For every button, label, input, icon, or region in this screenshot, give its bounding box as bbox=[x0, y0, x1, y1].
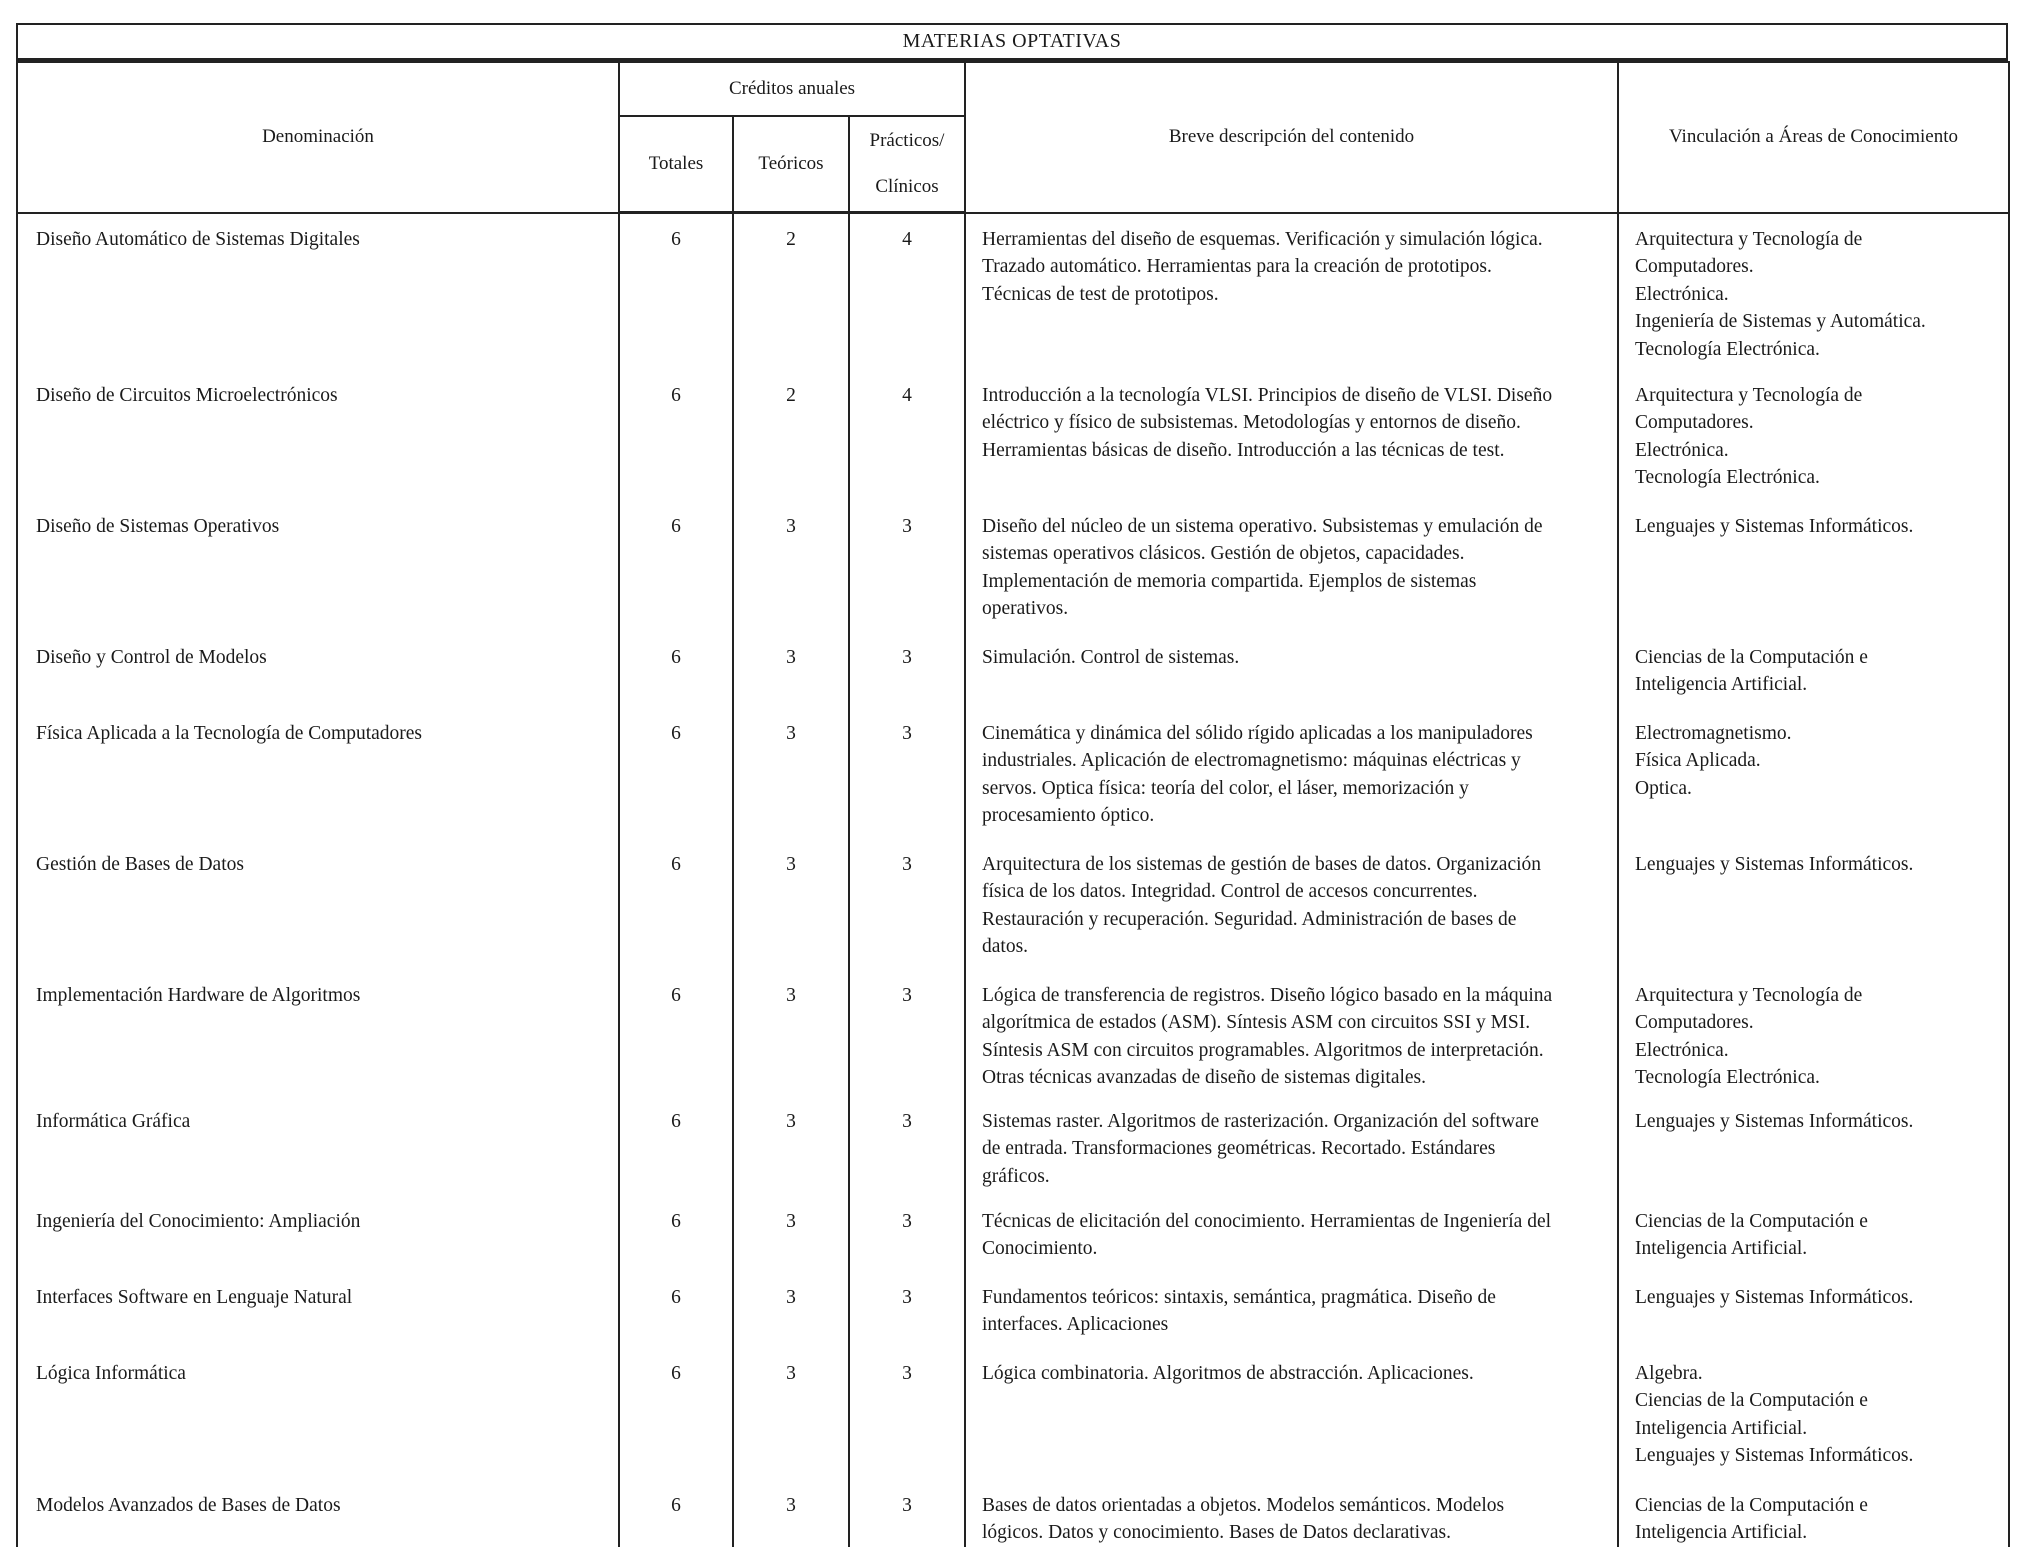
header-teoricos: Teóricos bbox=[733, 116, 849, 213]
table-row bbox=[17, 501, 2009, 632]
header-totales: Totales bbox=[619, 116, 733, 213]
knowledge-areas bbox=[1618, 1348, 2009, 1480]
table-row bbox=[17, 1348, 2009, 1480]
credits-teoricos: 3 bbox=[733, 708, 849, 839]
description-line: Cinemática y dinámica del sólido rígido aplicadas a los manipuladores bbox=[982, 722, 1533, 744]
knowledge-areas bbox=[1618, 370, 2009, 501]
description-line: lógicos. Datos y conocimiento. Bases de Datos declarativas. bbox=[982, 1522, 1451, 1543]
knowledge-area-line: Lenguajes y Sistemas Informáticos. bbox=[1635, 515, 1914, 537]
course-description bbox=[965, 970, 1618, 1096]
description-line: interfaces. Aplicaciones bbox=[982, 1314, 1169, 1335]
description-line: Otras técnicas avanzadas de diseño de sistemas digitales. bbox=[982, 1067, 1427, 1088]
credits-teoricos: 3 bbox=[733, 1480, 849, 1547]
header-practicos-line1: Prácticos/ bbox=[869, 130, 945, 151]
knowledge-areas bbox=[1618, 213, 2009, 370]
description-line: algorítmica de estados (ASM). Síntesis ASM con circuitos SSI y MSI. bbox=[982, 1012, 1531, 1033]
description-line: Herramientas básicas de diseño. Introducción a las técnicas de test. bbox=[982, 439, 1505, 461]
description-line: industriales. Aplicación de electromagnetismo: máquinas eléctricas y bbox=[982, 750, 1521, 771]
course-name: Informática Gráfica bbox=[17, 1096, 619, 1196]
knowledge-area-line: Computadores. bbox=[1635, 1012, 1754, 1033]
description-line: Simulación. Control de sistemas. bbox=[982, 646, 1240, 668]
description-line: Bases de datos orientadas a objetos. Modelos semánticos. Modelos bbox=[982, 1494, 1505, 1516]
knowledge-area-line: Física Aplicada. bbox=[1635, 750, 1761, 771]
knowledge-area-line: Tecnología Electrónica. bbox=[1635, 1067, 1820, 1088]
credits-totales: 6 bbox=[619, 213, 733, 370]
course-name: Implementación Hardware de Algoritmos bbox=[17, 970, 619, 1096]
credits-teoricos: 3 bbox=[733, 1096, 849, 1196]
knowledge-area-line: Tecnología Electrónica. bbox=[1635, 467, 1820, 488]
credits-teoricos: 3 bbox=[733, 1272, 849, 1348]
credits-teoricos: 3 bbox=[733, 632, 849, 708]
description-line: de entrada. Transformaciones geométricas. Recortado. Estándares bbox=[982, 1138, 1496, 1159]
description-line: física de los datos. Integridad. Control de accesos concurrentes. bbox=[982, 881, 1478, 902]
credits-totales: 6 bbox=[619, 708, 733, 839]
knowledge-areas bbox=[1618, 1272, 2009, 1348]
course-name: Gestión de Bases de Datos bbox=[17, 839, 619, 970]
course-description bbox=[965, 1480, 1618, 1547]
knowledge-area-line: Arquitectura y Tecnología de bbox=[1635, 228, 1863, 250]
description-line: datos. bbox=[982, 936, 1029, 957]
knowledge-area-line: Ciencias de la Computación e bbox=[1635, 1210, 1868, 1232]
table-row bbox=[17, 708, 2009, 839]
knowledge-area-line: Computadores. bbox=[1635, 412, 1754, 433]
knowledge-areas bbox=[1618, 708, 2009, 839]
knowledge-area-line: Algebra. bbox=[1635, 1362, 1703, 1384]
course-description bbox=[965, 370, 1618, 501]
courses-table bbox=[16, 61, 2010, 1547]
description-line: Diseño del núcleo de un sistema operativo. Subsistemas y emulación de bbox=[982, 515, 1543, 537]
document-page bbox=[16, 6, 2012, 1555]
description-line: procesamiento óptico. bbox=[982, 805, 1155, 826]
course-description bbox=[965, 839, 1618, 970]
description-line: Síntesis ASM con circuitos programables. Algoritmos de interpretación. bbox=[982, 1039, 1544, 1061]
description-line: Fundamentos teóricos: sintaxis, semántica, pragmática. Diseño de bbox=[982, 1286, 1496, 1308]
header-descripcion: Breve descripción del contenido bbox=[965, 62, 1618, 213]
credits-teoricos: 3 bbox=[733, 501, 849, 632]
credits-practicos: 3 bbox=[849, 501, 965, 632]
course-description bbox=[965, 1196, 1618, 1272]
course-name: Modelos Avanzados de Bases de Datos bbox=[17, 1480, 619, 1547]
knowledge-areas bbox=[1618, 1196, 2009, 1272]
table-row bbox=[17, 1272, 2009, 1348]
knowledge-area-line: Arquitectura y Tecnología de bbox=[1635, 984, 1863, 1006]
course-name: Diseño y Control de Modelos bbox=[17, 632, 619, 708]
knowledge-area-line: Ingeniería de Sistemas y Automática. bbox=[1635, 311, 1926, 332]
knowledge-area-line: Inteligencia Artificial. bbox=[1635, 1417, 1808, 1439]
credits-practicos: 3 bbox=[849, 632, 965, 708]
credits-totales: 6 bbox=[619, 1348, 733, 1480]
course-name: Diseño de Circuitos Microelectrónicos bbox=[17, 370, 619, 501]
credits-practicos: 4 bbox=[849, 213, 965, 370]
course-description bbox=[965, 708, 1618, 839]
credits-teoricos: 3 bbox=[733, 970, 849, 1096]
knowledge-area-line: Electromagnetismo. bbox=[1635, 722, 1792, 744]
header-practicos-line2: Clínicos bbox=[875, 176, 939, 197]
table-row bbox=[17, 839, 2009, 970]
knowledge-area-line: Ciencias de la Computación e bbox=[1635, 1494, 1868, 1516]
description-line: Lógica combinatoria. Algoritmos de abstracción. Aplicaciones. bbox=[982, 1362, 1474, 1384]
description-line: Técnicas de test de prototipos. bbox=[982, 283, 1219, 305]
course-name: Lógica Informática bbox=[17, 1348, 619, 1480]
credits-totales: 6 bbox=[619, 839, 733, 970]
knowledge-area-line: Inteligencia Artificial. bbox=[1635, 1238, 1808, 1259]
header-denominacion: Denominación bbox=[17, 62, 619, 213]
credits-totales: 6 bbox=[619, 632, 733, 708]
table-title: MATERIAS OPTATIVAS bbox=[16, 23, 2008, 61]
credits-totales: 6 bbox=[619, 970, 733, 1096]
knowledge-area-line: Lenguajes y Sistemas Informáticos. bbox=[1635, 1445, 1914, 1466]
credits-teoricos: 3 bbox=[733, 1196, 849, 1272]
credits-practicos: 3 bbox=[849, 1348, 965, 1480]
description-line: Implementación de memoria compartida. Ejemplos de sistemas bbox=[982, 570, 1477, 592]
knowledge-area-line: Optica. bbox=[1635, 777, 1692, 799]
credits-practicos: 3 bbox=[849, 1196, 965, 1272]
knowledge-area-line: Lenguajes y Sistemas Informáticos. bbox=[1635, 1110, 1914, 1132]
credits-practicos: 3 bbox=[849, 1272, 965, 1348]
knowledge-areas bbox=[1618, 501, 2009, 632]
course-name: Ingeniería del Conocimiento: Ampliación bbox=[17, 1196, 619, 1272]
table-row bbox=[17, 213, 2009, 370]
knowledge-areas bbox=[1618, 632, 2009, 708]
knowledge-areas bbox=[1618, 839, 2009, 970]
course-description bbox=[965, 501, 1618, 632]
description-line: eléctrico y físico de subsistemas. Metodologías y entornos de diseño. bbox=[982, 412, 1521, 433]
credits-practicos: 3 bbox=[849, 970, 965, 1096]
table-row bbox=[17, 370, 2009, 501]
credits-practicos: 3 bbox=[849, 1096, 965, 1196]
table-row bbox=[17, 970, 2009, 1096]
course-description bbox=[965, 213, 1618, 370]
knowledge-area-line: Tecnología Electrónica. bbox=[1635, 338, 1820, 360]
description-line: Técnicas de elicitación del conocimiento. Herramientas de Ingeniería del bbox=[982, 1210, 1552, 1232]
description-line: Lógica de transferencia de registros. Diseño lógico basado en la máquina bbox=[982, 984, 1553, 1006]
credits-totales: 6 bbox=[619, 1096, 733, 1196]
course-name: Diseño Automático de Sistemas Digitales bbox=[17, 213, 619, 370]
header-areas: Vinculación a Áreas de Conocimiento bbox=[1618, 62, 2009, 213]
table-row bbox=[17, 1096, 2009, 1196]
credits-teoricos: 2 bbox=[733, 213, 849, 370]
credits-totales: 6 bbox=[619, 1480, 733, 1547]
description-line: gráficos. bbox=[982, 1165, 1050, 1187]
knowledge-area-line: Arquitectura y Tecnología de bbox=[1635, 384, 1863, 406]
credits-practicos: 3 bbox=[849, 708, 965, 839]
description-line: Arquitectura de los sistemas de gestión de bases de datos. Organización bbox=[982, 853, 1542, 875]
credits-teoricos: 3 bbox=[733, 1348, 849, 1480]
course-name: Diseño de Sistemas Operativos bbox=[17, 501, 619, 632]
course-description bbox=[965, 1272, 1618, 1348]
credits-teoricos: 3 bbox=[733, 839, 849, 970]
knowledge-area-line: Lenguajes y Sistemas Informáticos. bbox=[1635, 1286, 1914, 1308]
knowledge-areas bbox=[1618, 1096, 2009, 1196]
description-line: Restauración y recuperación. Seguridad. Administración de bases de bbox=[982, 908, 1517, 930]
description-line: sistemas operativos clásicos. Gestión de objetos, capacidades. bbox=[982, 543, 1465, 564]
table-row bbox=[17, 1196, 2009, 1272]
credits-totales: 6 bbox=[619, 1196, 733, 1272]
course-description bbox=[965, 1348, 1618, 1480]
course-description bbox=[965, 1096, 1618, 1196]
credits-teoricos: 2 bbox=[733, 370, 849, 501]
description-line: Introducción a la tecnología VLSI. Principios de diseño de VLSI. Diseño bbox=[982, 384, 1553, 406]
knowledge-area-line: Inteligencia Artificial. bbox=[1635, 674, 1808, 695]
header-creditos-anuales: Créditos anuales bbox=[619, 62, 965, 116]
credits-practicos: 4 bbox=[849, 370, 965, 501]
description-line: Conocimiento. bbox=[982, 1238, 1098, 1259]
credits-totales: 6 bbox=[619, 1272, 733, 1348]
credits-practicos: 3 bbox=[849, 839, 965, 970]
knowledge-area-line: Lenguajes y Sistemas Informáticos. bbox=[1635, 853, 1914, 875]
table-row bbox=[17, 1480, 2009, 1547]
knowledge-areas bbox=[1618, 970, 2009, 1096]
knowledge-area-line: Computadores. bbox=[1635, 256, 1754, 277]
table-row bbox=[17, 632, 2009, 708]
description-line: Trazado automático. Herramientas para la creación de prototipos. bbox=[982, 256, 1492, 277]
knowledge-area-line: Electrónica. bbox=[1635, 439, 1729, 461]
description-line: operativos. bbox=[982, 598, 1069, 619]
course-name: Física Aplicada a la Tecnología de Computadores bbox=[17, 708, 619, 839]
credits-totales: 6 bbox=[619, 370, 733, 501]
knowledge-area-line: Electrónica. bbox=[1635, 1039, 1729, 1061]
knowledge-areas bbox=[1618, 1480, 2009, 1547]
course-name: Interfaces Software en Lenguaje Natural bbox=[17, 1272, 619, 1348]
description-line: servos. Optica física: teoría del color, el láser, memorización y bbox=[982, 777, 1469, 799]
description-line: Sistemas raster. Algoritmos de rasterización. Organización del software bbox=[982, 1110, 1539, 1132]
course-description bbox=[965, 632, 1618, 708]
knowledge-area-line: Electrónica. bbox=[1635, 283, 1729, 305]
description-line: Herramientas del diseño de esquemas. Verificación y simulación lógica. bbox=[982, 228, 1543, 250]
knowledge-area-line: Ciencias de la Computación e bbox=[1635, 1390, 1868, 1411]
credits-totales: 6 bbox=[619, 501, 733, 632]
credits-practicos: 3 bbox=[849, 1480, 965, 1547]
header-practicos bbox=[849, 116, 965, 213]
knowledge-area-line: Inteligencia Artificial. bbox=[1635, 1522, 1808, 1543]
knowledge-area-line: Ciencias de la Computación e bbox=[1635, 646, 1868, 668]
